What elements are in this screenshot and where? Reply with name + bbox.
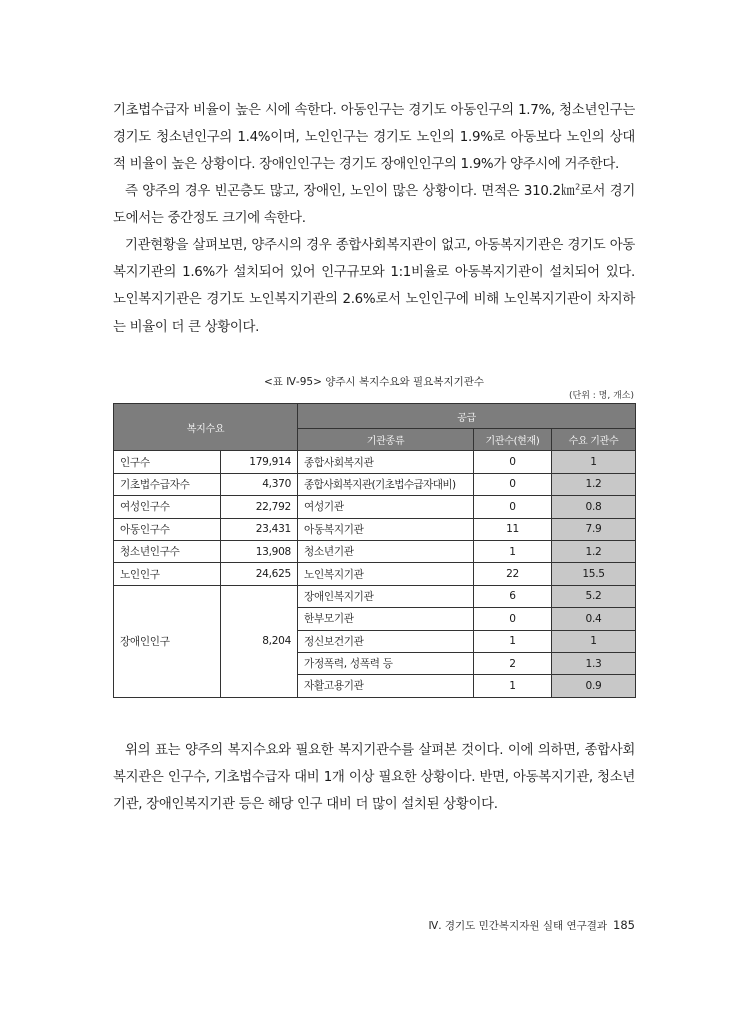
current-count: 2: [474, 652, 552, 674]
footer-section-title: Ⅳ. 경기도 민간복지자원 실태 연구결과: [428, 920, 608, 932]
table-row: [114, 563, 636, 585]
needed-count: 1.2: [552, 540, 636, 562]
demand-value: 8,204: [221, 585, 298, 697]
facility-type: 한부모기관: [298, 608, 474, 630]
current-count: 0: [474, 473, 552, 495]
needed-count: 7.9: [552, 518, 636, 540]
needed-count: 0.4: [552, 608, 636, 630]
current-count: 11: [474, 518, 552, 540]
needed-count: 1: [552, 630, 636, 652]
table-row: [114, 496, 636, 518]
needed-count: 15.5: [552, 563, 636, 585]
page-number: 185: [613, 918, 635, 932]
table-row: [114, 585, 636, 607]
superscript: 2: [575, 182, 580, 192]
facility-type: 노인복지기관: [298, 563, 474, 585]
header-demand: 복지수요: [114, 404, 298, 451]
demand-label: 노인인구: [114, 563, 221, 585]
header-needed: 수요 기관수: [552, 429, 636, 451]
facility-type: 정신보건기관: [298, 630, 474, 652]
current-count: 1: [474, 675, 552, 697]
header-type: 기관종류: [298, 429, 474, 451]
needed-count: 1.3: [552, 652, 636, 674]
paragraph-2-text-b: 로서 경기도에서는 중간정도 크기에 속한다.: [113, 184, 636, 227]
demand-value: 22,792: [221, 496, 298, 518]
current-count: 1: [474, 540, 552, 562]
facility-type: 자활고용기관: [298, 675, 474, 697]
page-footer: [429, 918, 635, 933]
current-count: 22: [474, 563, 552, 585]
current-count: 1: [474, 630, 552, 652]
facility-type: 청소년기관: [298, 540, 474, 562]
table-caption: <표 Ⅳ-95> 양주시 복지수요와 필요복지기관수: [263, 376, 485, 388]
current-count: 0: [474, 451, 552, 473]
paragraph-2-text-a: 즉 양주의 경우 빈곤층도 많고, 장애인, 노인이 많은 상황이다. 면적은 310.2㎞: [125, 184, 576, 199]
welfare-table: [113, 403, 636, 698]
facility-type: 장애인복지기관: [298, 585, 474, 607]
demand-value: 24,625: [221, 563, 298, 585]
demand-label: 여성인구수: [114, 496, 221, 518]
demand-value: 179,914: [221, 451, 298, 473]
facility-type: 아동복지기관: [298, 518, 474, 540]
header-current: 기관수(현재): [474, 429, 552, 451]
needed-count: 0.8: [552, 496, 636, 518]
demand-label: 장애인인구: [114, 585, 221, 697]
demand-label: 아동인구수: [114, 518, 221, 540]
current-count: 6: [474, 585, 552, 607]
table-row: [114, 540, 636, 562]
demand-value: 13,908: [221, 540, 298, 562]
table-row: [114, 451, 636, 473]
needed-count: 1.2: [552, 473, 636, 495]
facility-type: 여성기관: [298, 496, 474, 518]
demand-value: 4,370: [221, 473, 298, 495]
needed-count: 1: [552, 451, 636, 473]
demand-value: 23,431: [221, 518, 298, 540]
table-unit: (단위 : 명, 개소): [569, 391, 634, 401]
demand-label: 인구수: [114, 451, 221, 473]
facility-type: 종합사회복지관(기초법수급자대비): [298, 473, 474, 495]
body-paragraph-2: [113, 178, 635, 232]
table-row: [114, 518, 636, 540]
header-supply: 공급: [298, 404, 636, 429]
facility-type: 가정폭력, 성폭력 등: [298, 652, 474, 674]
current-count: 0: [474, 608, 552, 630]
table-row: [114, 473, 636, 495]
body-paragraph-1: 기초법수급자 비율이 높은 시에 속한다. 아동인구는 경기도 아동인구의 1.7%, 청소년인구는 경기도 청소년인구의 1.4%이며, 노인인구는 경기도 노인의 1.9%로 아동보다 노인의 상대적 비율이 높은 상황이다. 장애인인구는 경기도 장애인인구의 1.9%가 양주시에 거주한다.: [113, 103, 635, 173]
needed-count: 5.2: [552, 585, 636, 607]
demand-label: 청소년인구수: [114, 540, 221, 562]
body-paragraph-3: 기관현황을 살펴보면, 양주시의 경우 종합사회복지관이 없고, 아동복지기관은 경기도 아동복지기관의 1.6%가 설치되어 있어 인구규모와 1:1비율로 아동복지기관이 설치되어 있다. 노인복지기관은 경기도 노인복지기관의 2.6%로서 노인인구에 비해 노인복지기관이 차지하는 비율이 더 큰 상황이다.: [113, 238, 635, 335]
body-paragraph-4: 위의 표는 양주의 복지수요와 필요한 복지기관수를 살펴본 것이다. 이에 의하면, 종합사회복지관은 인구수, 기초법수급자 대비 1개 이상 필요한 상황이다. 반면, 아동복지기관, 청소년기관, 장애인복지기관 등은 해당 인구 대비 더 많이 설치된 상황이다.: [113, 743, 635, 813]
facility-type: 종합사회복지관: [298, 451, 474, 473]
needed-count: 0.9: [552, 675, 636, 697]
current-count: 0: [474, 496, 552, 518]
demand-label: 기초법수급자수: [114, 473, 221, 495]
